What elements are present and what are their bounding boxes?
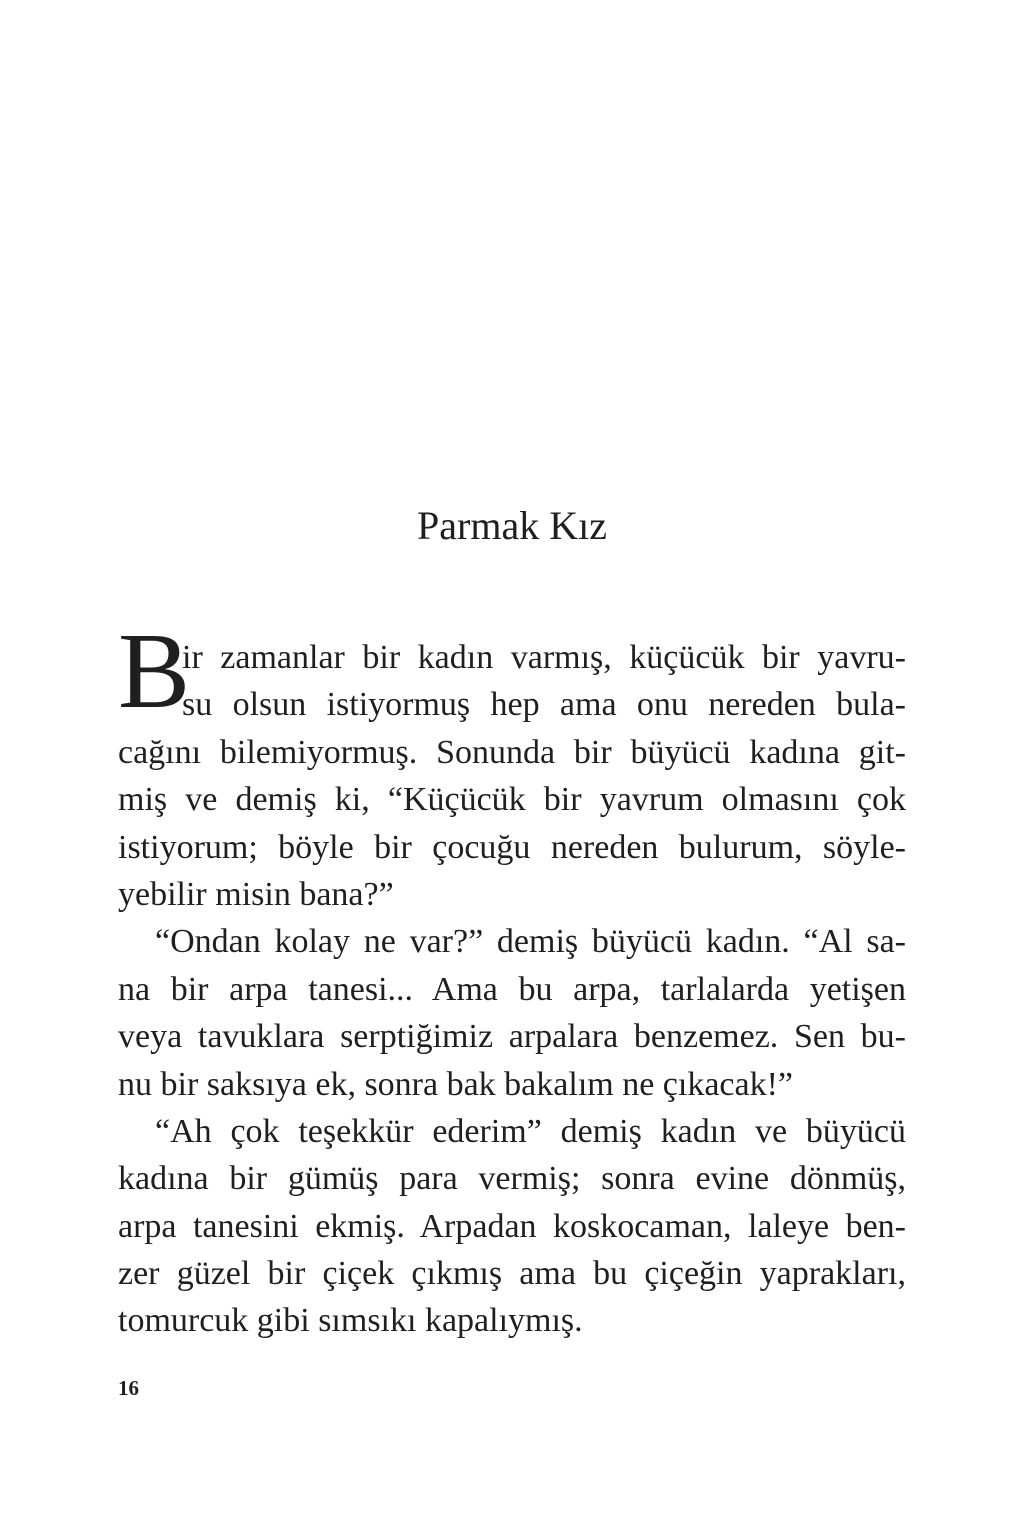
text-line: kadına bir gümüş para vermiş; sonra evine dönmüş,	[118, 1160, 906, 1198]
body-text	[118, 634, 906, 1345]
text-line: istiyorum; böyle bir çocuğu nereden bulurum, söyle-	[118, 828, 906, 866]
text-line: na bir arpa tanesi... Ama bu arpa, tarlalarda yetişen	[118, 970, 906, 1008]
text-line: cağını bilemiyormuş. Sonunda bir büyücü kadına git-	[118, 733, 906, 771]
text-line: su olsun istiyormuş hep ama onu nereden bula-	[182, 686, 906, 724]
chapter-title: Parmak Kız	[417, 503, 607, 548]
text-line: yebilir misin bana?”	[118, 875, 394, 913]
text-line: arpa tanesini ekmiş. Arpadan koskocaman, laleye ben-	[118, 1207, 906, 1245]
text-line: tomurcuk gibi sımsıkı kapalıymış.	[118, 1302, 583, 1340]
text-line: veya tavuklara serptiğimiz arpalara benzemez. Sen bu-	[118, 1018, 906, 1056]
text-line: ir zamanlar bir kadın varmış, küçücük bir yavru-	[182, 639, 906, 676]
text-line: “Ondan kolay ne var?” demiş büyücü kadın. “Al sa-	[155, 923, 906, 961]
page-number: 16	[118, 1376, 139, 1400]
drop-cap: B	[118, 612, 191, 731]
text-line: zer güzel bir çiçek çıkmış ama bu çiçeğin yaprakları,	[118, 1255, 906, 1293]
text-line: “Ah çok teşekkür ederim” demiş kadın ve büyücü	[155, 1112, 906, 1150]
text-line: nu bir saksıya ek, sonra bak bakalım ne çıkacak!”	[118, 1065, 794, 1103]
text-line: miş ve demiş ki, “Küçücük bir yavrum olmasını çok	[118, 781, 906, 819]
